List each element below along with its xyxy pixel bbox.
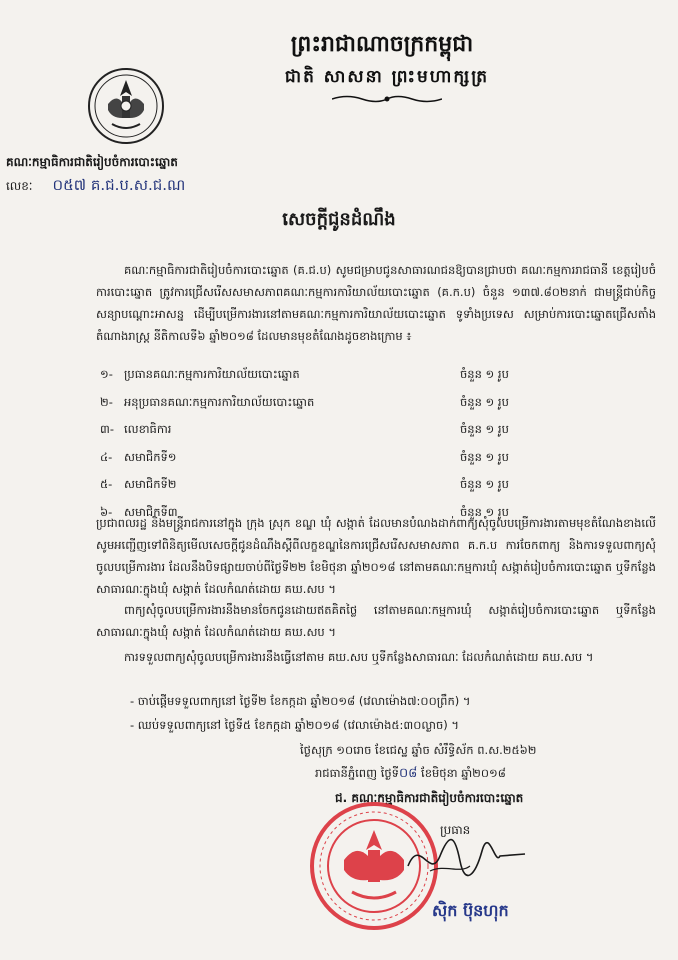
- paragraph-intro: គណៈកម្មាធិការជាតិរៀបចំការបោះឆ្នោត (គ.ជ.ប) សូមជម្រាបជូនសាធារណជនឱ្យបានជ្រាបថា គណៈកម្មការរាជធានី ខេត្តរៀបចំការបោះឆ្នោត ត្រូវការជ្រើសរើសសមាសភាពគណៈកម្មការការិយាល័យបោះឆ្នោត (គ.ក.ប) ចំនួន ១៣៧.៨០២នាក់ ជាមន្ត្រីជាប់កិច្ចសន្យាបណ្តោះអាសន្ន ដើម្បីបម្រើការងារនៅតាមគណៈកម្មការការិយាល័យបោះឆ្នោត ទូទាំងប្រទេស សម្រាប់ការបោះឆ្នោតជ្រើសតាំងតំណាងរាស្ត្រ នីតិកាលទី៦ ឆ្នាំ២០១៨ ដែលមានមុខតំណែងដូចខាងក្រោម ៖: [96, 263, 656, 343]
- list-item: [100, 362, 530, 390]
- handwritten-signature: [400, 826, 530, 886]
- date-prefix: រាជធានីភ្នំពេញ ថ្ងៃទី: [315, 766, 399, 780]
- item-count: ចំនួន ១ រូប: [460, 449, 509, 464]
- ornament-divider: [332, 94, 442, 104]
- reference-number: [6, 176, 185, 198]
- item-count: ចំនួន ១ រូប: [460, 422, 509, 437]
- item-count: ចំនួន ១ រូប: [460, 367, 509, 382]
- bullet-start-date: - ចាប់ផ្តើមទទួលពាក្យនៅ ថ្ងៃទី២ ខែកក្កដា ឆ្នាំ២០១៨ (វេលាម៉ោង៧:០០ព្រឹក) ។: [130, 694, 471, 708]
- national-motto: ជាតិ សាសនា ព្រះមហាក្សត្រ: [284, 67, 490, 87]
- item-number: ៤-: [100, 449, 113, 464]
- item-label: អនុប្រធានគណៈកម្មការការិយាល័យបោះឆ្នោត: [124, 394, 315, 409]
- item-count: ចំនួន ១ រូប: [460, 477, 509, 492]
- item-label: សមាជិកទី២: [124, 477, 177, 492]
- date-day: ០៨: [398, 766, 418, 781]
- item-number: ៥-: [100, 477, 113, 492]
- lunar-date: ថ្ងៃសុក្រ ១០រោច ខែជេស្ឋ ឆ្នាំច សំរឹទ្ធិស័ក ព.ស.២៥៦២: [300, 743, 537, 757]
- item-number: ២-: [100, 394, 113, 409]
- paragraph-forms: ពាក្យសុំចូលបម្រើការងារនឹងមានចែកជូនដោយឥតគិតថ្លៃ នៅតាមគណៈកម្មការឃុំ សង្កាត់រៀបចំការបោះឆ្នោត ឬទីកន្លែងសាធារណៈក្នុងឃុំ សង្កាត់ ដែលកំណត់ដោយ គឃ.សប ។: [96, 603, 656, 639]
- item-number: ១-: [100, 367, 113, 382]
- document-title: សេចក្តីជូនដំណឹង: [282, 209, 396, 230]
- item-label: សមាជិកទី៣: [124, 504, 178, 519]
- kingdom-title: ព្រះរាជាណាចក្រកម្ពុជា: [290, 31, 474, 57]
- item-count: ចំនួន ១ រូប: [460, 394, 509, 409]
- royal-emblem-seal: [86, 66, 166, 146]
- item-label: ប្រធានគណៈកម្មការការិយាល័យបោះឆ្នោត: [124, 367, 300, 382]
- item-number: ៦-: [100, 504, 113, 519]
- list-item: [100, 390, 530, 418]
- bullet-end-date: - ឈប់ទទួលពាក្យនៅ ថ្ងៃទី៥ ខែកក្កដា ឆ្នាំ២០១៨ (វេលាម៉ោង៥:៣០ល្ងាច) ។: [130, 718, 460, 732]
- date-month-year: ខែមិថុនា ឆ្នាំ២០១៨: [417, 766, 506, 780]
- list-item: [100, 417, 530, 445]
- item-label: លេខាធិការ: [124, 422, 172, 437]
- number-label: លេខៈ: [6, 179, 33, 193]
- signatory-role: ប្រធាន: [440, 823, 471, 837]
- item-label: សមាជិកទី១: [124, 449, 177, 464]
- item-number: ៣-: [100, 422, 114, 437]
- paragraph-application: ប្រជាពលរដ្ឋ និងមន្ត្រីរាជការនៅក្នុង ក្រុង ស្រុក ខណ្ឌ ឃុំ សង្កាត់ ដែលមានបំណងដាក់ពាក្យសុំចូលបម្រើការងារតាមមុខតំណែងខាងលើ សូមអញ្ជើញទៅពិនិត្យមើលសេចក្តីជូនដំណឹងស្តីពីលក្ខខណ្ឌនៃការជ្រើសរើសសមាសភាព គ.ក.ប ការចែកពាក្យ និងការទទួលពាក្យសុំចូលបម្រើការងារ ដែលនឹងបិទផ្សាយចាប់ពីថ្ងៃទី២២ ខែមិថុនា ឆ្នាំ២០១៨ នៅតាមគណៈកម្មការឃុំ សង្កាត់រៀបចំការបោះឆ្នោត ឬទីកន្លែងសាធារណៈក្នុងឃុំ សង្កាត់ ដែលកំណត់ដោយ គឃ.សប ។: [96, 516, 656, 596]
- solar-date: [315, 765, 506, 784]
- paragraph-submission: ការទទួលពាក្យសុំចូលបម្រើការងារនឹងធ្វើនៅតាម គឃ.សប ឬទីកន្លែងសាធារណៈ ដែលកំណត់ដោយ គឃ.សប ។: [124, 650, 594, 664]
- list-item: [100, 445, 530, 473]
- number-value: ០៥៧ គ.ជ.ប.ស.ជ.ណ: [52, 176, 186, 194]
- signature-organization: ជ. គណៈកម្មាធិការជាតិរៀបចំការបោះឆ្នោត: [335, 791, 524, 805]
- list-item: [100, 472, 530, 500]
- positions-list: [100, 362, 530, 527]
- sender-organization: គណៈកម្មាធិការជាតិរៀបចំការបោះឆ្នោត: [6, 155, 178, 169]
- item-count: ចំនួន ១ រូប: [460, 504, 509, 519]
- signatory-name: ស៊ិក ប៊ុនហុក: [432, 901, 509, 920]
